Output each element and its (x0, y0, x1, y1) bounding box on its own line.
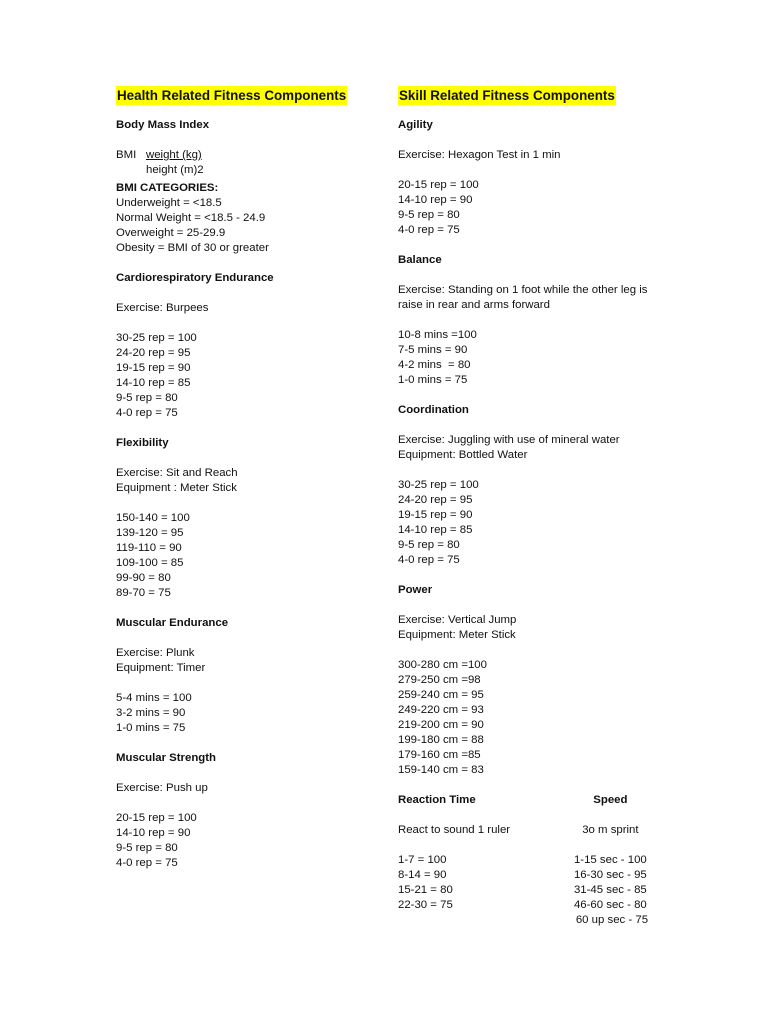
list-item: 300-280 cm =100 (398, 659, 487, 671)
reaction-speed-headings (398, 793, 660, 808)
reaction-time-heading: Reaction Time (398, 794, 476, 806)
list-item: 30-25 rep = 100 (116, 332, 197, 344)
list-item: 179-160 cm =85 (398, 749, 481, 761)
reaction-time-score (398, 913, 561, 928)
power-heading: Power (398, 584, 433, 596)
list-item: 1-0 mins = 75 (116, 722, 186, 734)
bmi-denominator: height (m)2 (146, 164, 204, 176)
coordination-heading: Coordination (398, 404, 469, 416)
speed-exercise: 3o m sprint (582, 824, 639, 836)
bmi-heading: Body Mass Index (116, 119, 210, 131)
list-item: 3-2 mins = 90 (116, 707, 186, 719)
list-item: 14-10 rep = 85 (398, 524, 473, 536)
list-item: 19-15 rep = 90 (116, 362, 191, 374)
table-row (398, 883, 660, 898)
list-item: 99-90 = 80 (116, 572, 171, 584)
list-item: 24-20 rep = 95 (116, 347, 191, 359)
power-scores (398, 658, 660, 778)
speed-score: 31-45 sec - 85 (573, 884, 647, 896)
list-item: 4-0 rep = 75 (398, 554, 460, 566)
muscular-strength-exercise: Exercise: Push up (116, 782, 208, 794)
bmi-label: BMI (116, 149, 137, 161)
list-item: 159-140 cm = 83 (398, 764, 484, 776)
speed-score: 16-30 sec - 95 (573, 869, 647, 881)
muscular-endurance-scores (116, 691, 378, 736)
muscular-endurance-exercise: Exercise: Plunk (116, 647, 195, 659)
list-item: 4-0 rep = 75 (116, 857, 178, 869)
coordination-scores (398, 478, 660, 568)
list-item: 14-10 rep = 90 (398, 194, 473, 206)
list-item: 9-5 rep = 80 (116, 392, 178, 404)
reaction-time-score: 8-14 = 90 (398, 869, 447, 881)
bmi-numerator: weight (kg) (146, 149, 202, 161)
reaction-speed-exercises (398, 823, 660, 838)
list-item: 4-2 mins = 80 (398, 359, 471, 371)
list-item: 89-70 = 75 (116, 587, 171, 599)
list-item: 259-240 cm = 95 (398, 689, 484, 701)
health-column (116, 86, 378, 871)
list-item: 9-5 rep = 80 (398, 209, 460, 221)
agility-scores (398, 178, 660, 238)
reaction-time-score: 22-30 = 75 (398, 899, 453, 911)
list-item: 14-10 rep = 85 (116, 377, 191, 389)
balance-scores (398, 328, 660, 388)
flexibility-heading: Flexibility (116, 437, 169, 449)
list-item: 139-120 = 95 (116, 527, 184, 539)
reaction-time-score: 15-21 = 80 (398, 884, 453, 896)
coordination-exercise: Exercise: Juggling with use of mineral water (398, 434, 620, 446)
table-row (398, 868, 660, 883)
list-item: 20-15 rep = 100 (116, 812, 197, 824)
list-item: 219-200 cm = 90 (398, 719, 484, 731)
bmi-categories-heading: BMI CATEGORIES: (116, 182, 219, 194)
reaction-time-exercise: React to sound 1 ruler (398, 824, 511, 836)
coordination-equipment: Equipment: Bottled Water (398, 449, 528, 461)
list-item: 19-15 rep = 90 (398, 509, 473, 521)
list-item: Underweight = <18.5 (116, 197, 222, 209)
list-item: 4-0 rep = 75 (398, 224, 460, 236)
list-item: 199-180 cm = 88 (398, 734, 484, 746)
table-row (398, 898, 660, 913)
power-exercise: Exercise: Vertical Jump (398, 614, 517, 626)
list-item: 279-250 cm =98 (398, 674, 481, 686)
health-title: Health Related Fitness Components (117, 88, 347, 103)
balance-exercise: Exercise: Standing on 1 foot while the other leg is raise in rear and arms forward (398, 284, 648, 311)
skill-column (398, 86, 660, 928)
list-item: 9-5 rep = 80 (398, 539, 460, 551)
list-item: 5-4 mins = 100 (116, 692, 192, 704)
list-item: Obesity = BMI of 30 or greater (116, 242, 269, 254)
agility-exercise: Exercise: Hexagon Test in 1 min (398, 149, 561, 161)
reaction-time-score: 1-7 = 100 (398, 854, 447, 866)
skill-title: Skill Related Fitness Components (399, 88, 615, 103)
speed-score: 60 up sec - 75 (572, 914, 649, 926)
list-item: 9-5 rep = 80 (116, 842, 178, 854)
speed-score: 1-15 sec - 100 (573, 854, 647, 866)
table-row (398, 913, 660, 928)
table-row (398, 853, 660, 868)
muscular-endurance-heading: Muscular Endurance (116, 617, 229, 629)
muscular-strength-scores (116, 811, 378, 871)
muscular-endurance-equipment: Equipment: Timer (116, 662, 206, 674)
list-item: 10-8 mins =100 (398, 329, 477, 341)
cardio-exercise: Exercise: Burpees (116, 302, 209, 314)
list-item: 119-110 = 90 (116, 542, 182, 554)
list-item: Normal Weight = <18.5 - 24.9 (116, 212, 266, 224)
list-item: 150-140 = 100 (116, 512, 190, 524)
speed-heading: Speed (593, 794, 628, 806)
power-equipment: Equipment: Meter Stick (398, 629, 516, 641)
list-item: 24-20 rep = 95 (398, 494, 473, 506)
cardio-scores (116, 331, 378, 421)
list-item: 4-0 rep = 75 (116, 407, 178, 419)
list-item: 249-220 cm = 93 (398, 704, 484, 716)
list-item: Overweight = 25-29.9 (116, 227, 226, 239)
bmi-categories-list (116, 196, 378, 256)
list-item: 20-15 rep = 100 (398, 179, 479, 191)
list-item: 7-5 mins = 90 (398, 344, 468, 356)
balance-heading: Balance (398, 254, 442, 266)
flexibility-equipment: Equipment : Meter Stick (116, 482, 237, 494)
cardio-heading: Cardiorespiratory Endurance (116, 272, 274, 284)
agility-heading: Agility (398, 119, 433, 131)
muscular-strength-heading: Muscular Strength (116, 752, 216, 764)
list-item: 1-0 mins = 75 (398, 374, 468, 386)
flexibility-exercise: Exercise: Sit and Reach (116, 467, 238, 479)
flexibility-scores (116, 511, 378, 601)
bmi-formula (116, 148, 378, 163)
list-item: 109-100 = 85 (116, 557, 184, 569)
list-item: 14-10 rep = 90 (116, 827, 191, 839)
list-item: 30-25 rep = 100 (398, 479, 479, 491)
speed-score: 46-60 sec - 80 (573, 899, 647, 911)
